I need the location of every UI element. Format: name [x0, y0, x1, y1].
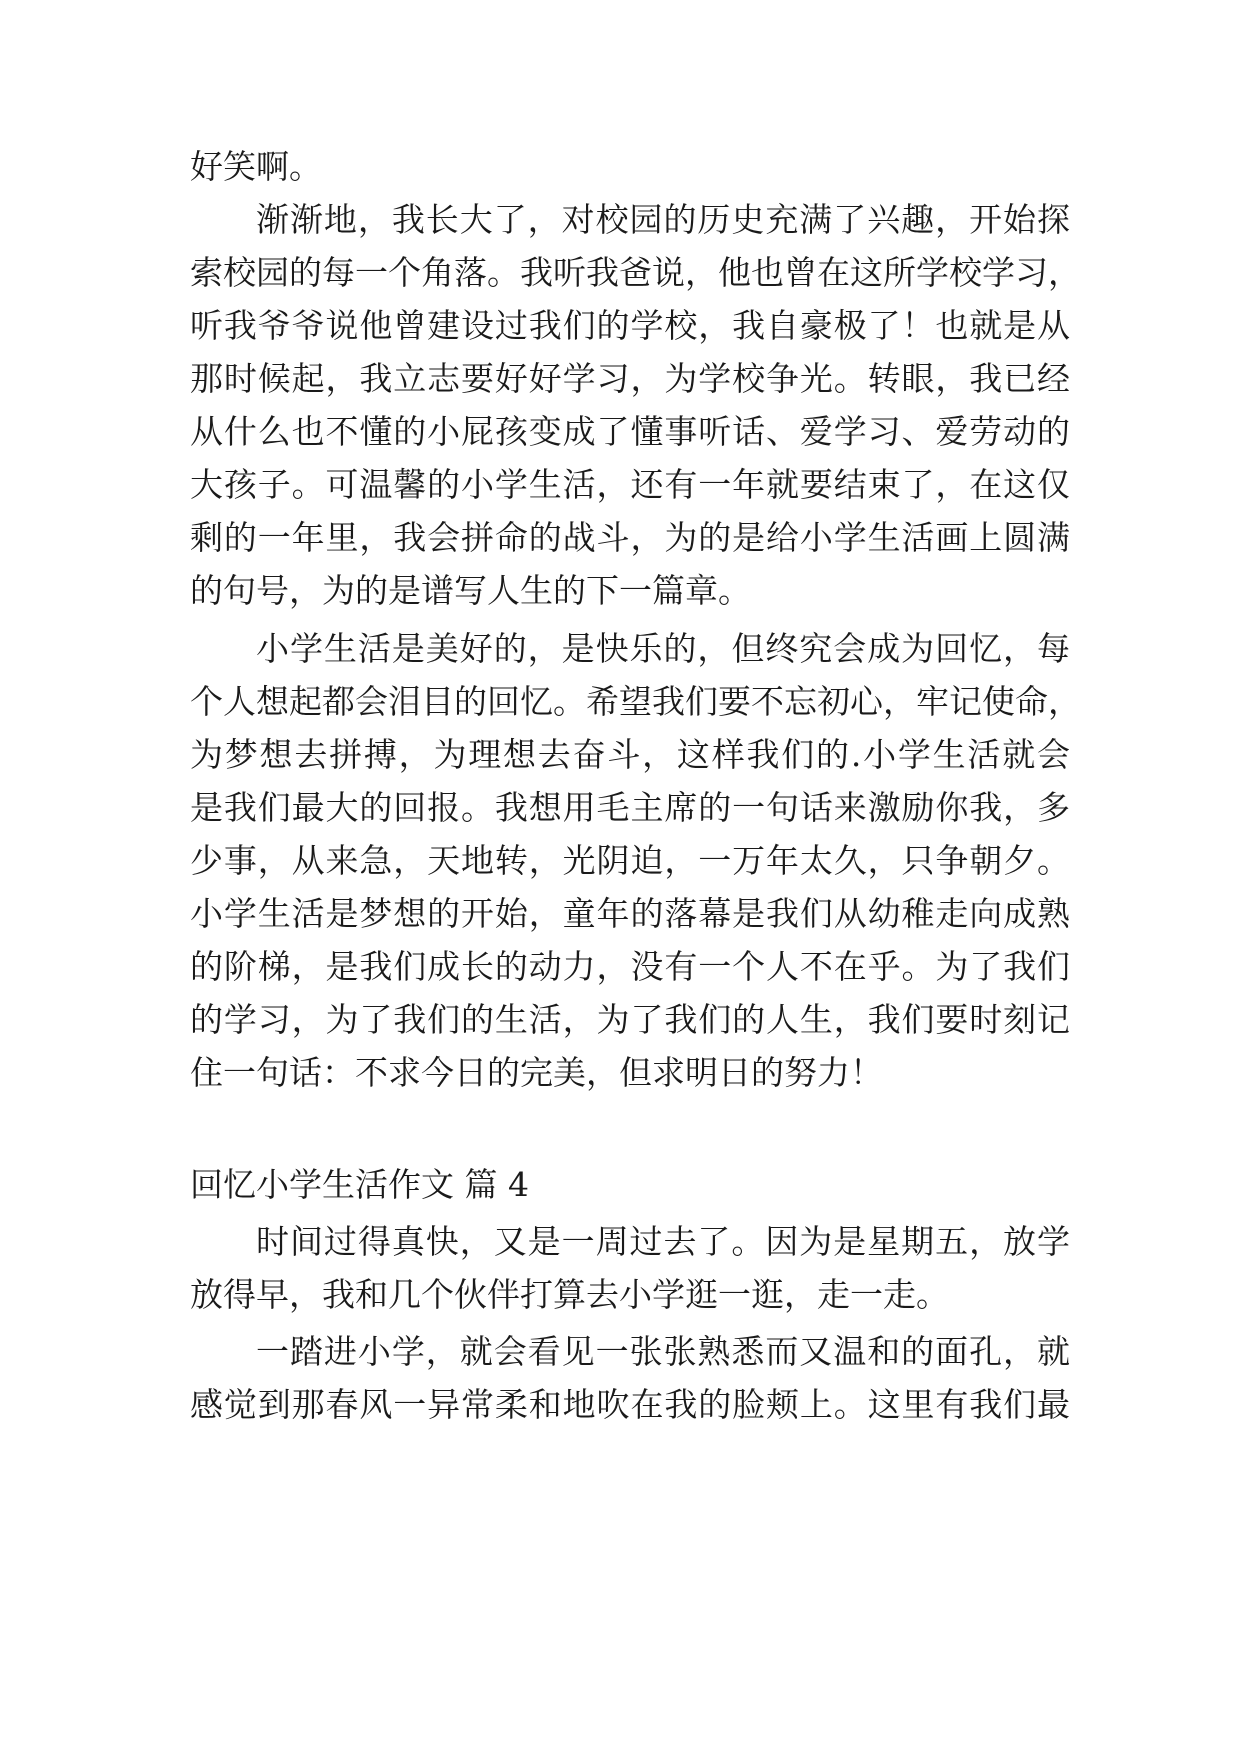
section-heading: 回忆小学生活作文 篇 4: [190, 1165, 529, 1204]
text-line: 听我爷爷说他曾建设过我们的学校，我自豪极了！也就是从: [190, 306, 1070, 345]
text-line: 是我们最大的回报。我想用毛主席的一句话来激励你我，多: [190, 788, 1070, 827]
paragraph-first-line: 渐渐地，我长大了，对校园的历史充满了兴趣，开始探: [256, 200, 1070, 239]
text-line: 小学生活是梦想的开始，童年的落幕是我们从幼稚走向成熟: [190, 894, 1070, 933]
paragraph-first-line: 小学生活是美好的，是快乐的，但终究会成为回忆，每: [256, 629, 1070, 668]
text-line: 大孩子。可温馨的小学生活，还有一年就要结束了，在这仅: [190, 465, 1070, 504]
paragraph-first-line: 时间过得真快，又是一周过去了。因为是星期五，放学: [256, 1222, 1070, 1261]
text-line: 的句号，为的是谱写人生的下一篇章。: [190, 571, 751, 610]
text-line: 的学习，为了我们的生活，为了我们的人生，我们要时刻记: [190, 1000, 1070, 1039]
text-line: 个人想起都会泪目的回忆。希望我们要不忘初心，牢记使命，: [190, 682, 1081, 721]
text-line: 住一句话：不求今日的完美，但求明日的努力！: [190, 1053, 883, 1092]
text-line: 那时候起，我立志要好好学习，为学校争光。转眼，我已经: [190, 359, 1070, 398]
paragraph-first-line: 一踏进小学，就会看见一张张熟悉而又温和的面孔，就: [256, 1332, 1070, 1371]
text-line: 放得早，我和几个伙伴打算去小学逛一逛，走一走。: [190, 1275, 949, 1314]
text-line: 的阶梯，是我们成长的动力，没有一个人不在乎。为了我们: [190, 947, 1070, 986]
text-line: 索校园的每一个角落。我听我爸说，他也曾在这所学校学习，: [190, 253, 1081, 292]
text-line: 剩的一年里，我会拼命的战斗，为的是给小学生活画上圆满: [190, 518, 1070, 557]
text-line: 为梦想去拼搏，为理想去奋斗，这样我们的.小学生活就会: [190, 735, 1070, 774]
text-line: 好笑啊。: [190, 147, 322, 186]
text-line: 感觉到那春风一异常柔和地吹在我的脸颊上。这里有我们最: [190, 1385, 1070, 1424]
text-line: 从什么也不懂的小屁孩变成了懂事听话、爱学习、爱劳动的: [190, 412, 1070, 451]
text-line: 少事，从来急，天地转，光阴迫，一万年太久，只争朝夕。: [190, 841, 1070, 880]
